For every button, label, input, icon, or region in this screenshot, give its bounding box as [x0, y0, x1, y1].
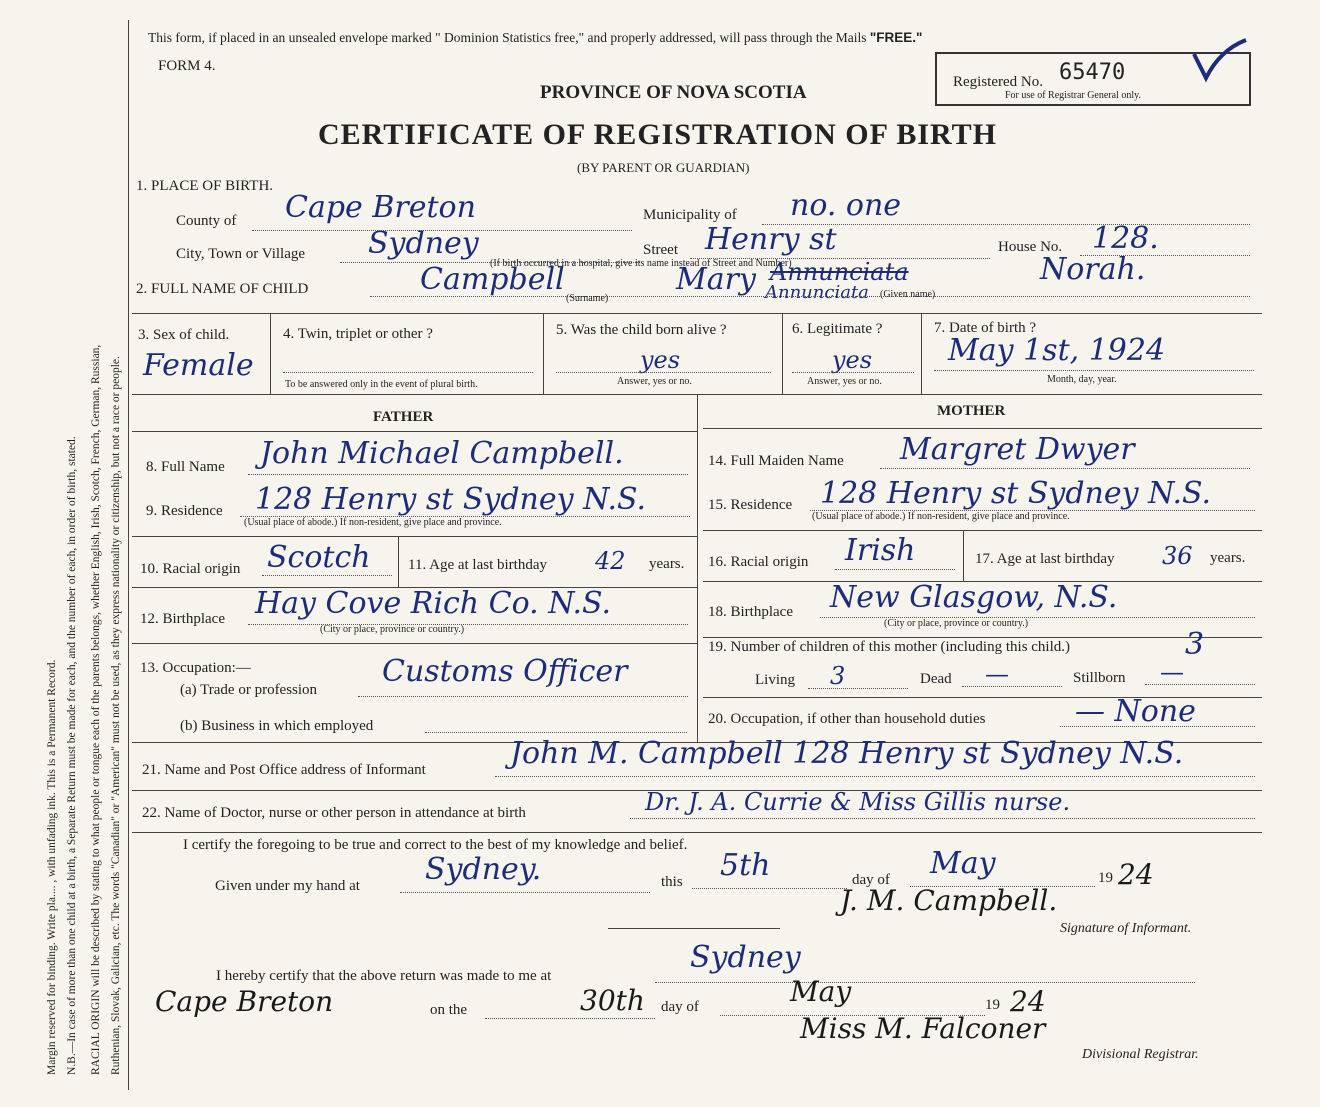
father-name-label: 8. Full Name [146, 459, 225, 475]
margin-binding-note: Margin reserved for binding. Write pla.... , with unfading ink. This is a Permanent Record. [46, 659, 58, 1075]
page-title: CERTIFICATE OF REGISTRATION OF BIRTH [318, 118, 997, 151]
mother-age-label: 17. Age at last birthday [975, 551, 1115, 567]
mother-occupation-label: 20. Occupation, if other than household duties [708, 711, 986, 727]
father-residence-label: 9. Residence [146, 503, 223, 519]
children-count-label: 19. Number of children of this mother (including this child.) [708, 639, 1071, 655]
father-trade-label: (a) Trade or profession [180, 682, 318, 698]
city-value: Sydney [368, 226, 479, 261]
surname-note: (Surname) [566, 293, 609, 304]
living-value: 3 [830, 662, 846, 690]
county-value: Cape Breton [285, 190, 476, 225]
mother-birthplace-note: (City or place, province or country.) [884, 618, 1029, 629]
father-name-value: John Michael Campbell. [260, 436, 624, 471]
street-value: Henry st [705, 222, 837, 257]
given-year-value: 24 [1118, 858, 1154, 891]
children-count-value: 3 [1185, 627, 1205, 662]
given-place-value: Sydney. [425, 852, 542, 887]
twin-label: 4. Twin, triplet or other ? [283, 326, 433, 342]
page-subtitle: (BY PARENT OR GUARDIAN) [577, 160, 750, 175]
informant-value: John M. Campbell 128 Henry st Sydney N.S. [510, 736, 1184, 771]
child-surname: Campbell [420, 262, 565, 297]
mother-race-value: Irish [845, 533, 916, 568]
registrar-place-value: Sydney [690, 940, 801, 975]
alive-value: yes [640, 346, 681, 374]
dob-note: Month, day, year. [1047, 374, 1117, 385]
stillborn-value: — [1160, 658, 1184, 686]
margin-line [128, 20, 129, 1090]
registered-number: 65470 [1059, 60, 1126, 85]
city-label: City, Town or Village [176, 246, 306, 262]
on-the-label: on the [430, 1002, 468, 1018]
mother-birthplace-label: 18. Birthplace [708, 604, 793, 620]
living-label: Living [755, 672, 795, 688]
registrar-year-prefix: 19 [985, 997, 1000, 1013]
father-years: years. [649, 556, 685, 572]
father-race-label: 10. Racial origin [140, 561, 241, 577]
father-residence-note: (Usual place of abode.) If non-resident, give place and province. [244, 517, 502, 528]
municipality-label: Municipality of [643, 207, 737, 223]
divisional-registrar-label: Divisional Registrar. [1082, 1047, 1199, 1062]
mother-occupation-value: — None [1075, 694, 1196, 729]
given-under-hand-label: Given under my hand at [215, 878, 360, 894]
registrar-day-value: 30th [580, 984, 645, 1017]
place-of-birth-heading: 1. PLACE OF BIRTH. [136, 178, 274, 194]
father-trade-value: Customs Officer [382, 654, 628, 689]
registrar-county-value: Cape Breton [155, 985, 334, 1018]
dob-value: May 1st, 1924 [948, 333, 1166, 368]
registrar-day-of-label: day of [661, 999, 699, 1015]
doctor-label: 22. Name of Doctor, nurse or other person in attendance at birth [142, 805, 526, 821]
child-name-label: 2. FULL NAME OF CHILD [136, 281, 309, 297]
registered-note: For use of Registrar General only. [1005, 90, 1141, 101]
doctor-value: Dr. J. A. Currie & Miss Gillis nurse. [645, 788, 1071, 816]
twin-note: To be answered only in the event of plural birth. [285, 379, 478, 390]
mother-age-value: 36 [1162, 542, 1193, 570]
sex-label: 3. Sex of child. [138, 327, 230, 343]
mail-notice: This form, if placed in an unsealed envelope marked " Dominion Statistics free," and properly addressed, will pass through the Mails "FREE." [148, 30, 923, 45]
mother-heading: MOTHER [937, 403, 1006, 419]
father-residence-value: 128 Henry st Sydney N.S. [255, 482, 646, 517]
father-birthplace-note: (City or place, province or country.) [320, 624, 465, 635]
child-given-name-2: Norah. [1040, 252, 1146, 287]
father-birthplace-value: Hay Cove Rich Co. N.S. [255, 586, 612, 621]
hospital-note: (If birth occurred in a hospital, give its name instead of Street and Number) [490, 258, 792, 269]
mother-race-label: 16. Racial origin [708, 554, 809, 570]
legitimate-note: Answer, yes or no. [807, 376, 882, 387]
given-month-value: May [930, 846, 996, 881]
father-birthplace-label: 12. Birthplace [140, 611, 225, 627]
mother-years: years. [1210, 550, 1246, 566]
father-business-label: (b) Business in which employed [180, 718, 374, 734]
father-age-value: 42 [595, 547, 626, 575]
father-age-label: 11. Age at last birthday [408, 557, 547, 573]
checkmark-icon [1190, 36, 1250, 88]
certify-text: I certify the foregoing to be true and correct to the best of my knowledge and belief. [183, 837, 688, 853]
day-of-label: day of [852, 872, 890, 888]
dead-label: Dead [920, 671, 952, 687]
informant-signature-label: Signature of Informant. [1060, 921, 1192, 936]
margin-racial-origin-note: RACIAL ORIGIN will be described by stating to what people or tongue each of the parents belongs, whether English, Irish, Scotch, French, German, Russian, [90, 344, 102, 1075]
alive-label: 5. Was the child born alive ? [556, 322, 727, 338]
registrar-year-value: 24 [1010, 985, 1046, 1018]
registrar-text: I hereby certify that the above return was made to me at [216, 968, 552, 984]
dead-value: — [985, 660, 1009, 688]
house-value: 128. [1092, 221, 1159, 256]
mother-residence-label: 15. Residence [708, 497, 793, 513]
child-given-name-crossed: Annunciata [770, 258, 909, 286]
dob-label: 7. Date of birth ? [934, 320, 1037, 336]
given-day-value: 5th [720, 848, 771, 883]
father-heading: FATHER [373, 409, 434, 425]
legitimate-value: yes [832, 346, 873, 374]
father-race-value: Scotch [267, 540, 371, 575]
father-occupation-label: 13. Occupation:— [140, 660, 251, 676]
margin-racial-origin-note-2: Ruthenian, Slovak, Galician, etc. The words "Canadian" or "American" must not be used, as they express nationality or citizenship, but not a race or people. [110, 356, 122, 1075]
margin-nb-note: N.B.—In case of more than one child at a birth, a Separate Return must be made for each, and the number of each, in order of birth, stated. [66, 436, 78, 1075]
mother-birthplace-value: New Glasgow, N.S. [830, 580, 1118, 615]
street-label: Street [643, 242, 678, 258]
informant-label: 21. Name and Post Office address of Informant [142, 762, 426, 778]
registered-label: Registered No. [953, 74, 1043, 90]
province-heading: PROVINCE OF NOVA SCOTIA [540, 82, 807, 103]
form-number: FORM 4. [158, 58, 216, 74]
house-label: House No. [998, 239, 1063, 255]
county-label: County of [176, 213, 237, 229]
this-label: this [661, 874, 683, 890]
informant-signature: J. M. Campbell. [840, 884, 1058, 917]
mother-name-value: Margret Dwyer [900, 432, 1135, 467]
registrar-month-value: May [790, 975, 852, 1008]
child-given-name-3: Annunciata [765, 282, 869, 303]
mother-residence-value: 128 Henry st Sydney N.S. [820, 476, 1211, 511]
mother-residence-note: (Usual place of abode.) If non-resident, give place and province. [812, 511, 1070, 522]
child-given-name: Mary [676, 262, 756, 297]
registrar-signature: Miss M. Falconer [800, 1012, 1046, 1045]
mother-name-label: 14. Full Maiden Name [708, 453, 844, 469]
sex-value: Female [143, 348, 254, 383]
given-year-prefix: 19 [1098, 870, 1113, 886]
alive-note: Answer, yes or no. [617, 376, 692, 387]
stillborn-label: Stillborn [1073, 670, 1126, 686]
legitimate-label: 6. Legitimate ? [792, 321, 883, 337]
given-name-note: (Given name) [880, 289, 936, 300]
municipality-value: no. one [790, 188, 902, 223]
